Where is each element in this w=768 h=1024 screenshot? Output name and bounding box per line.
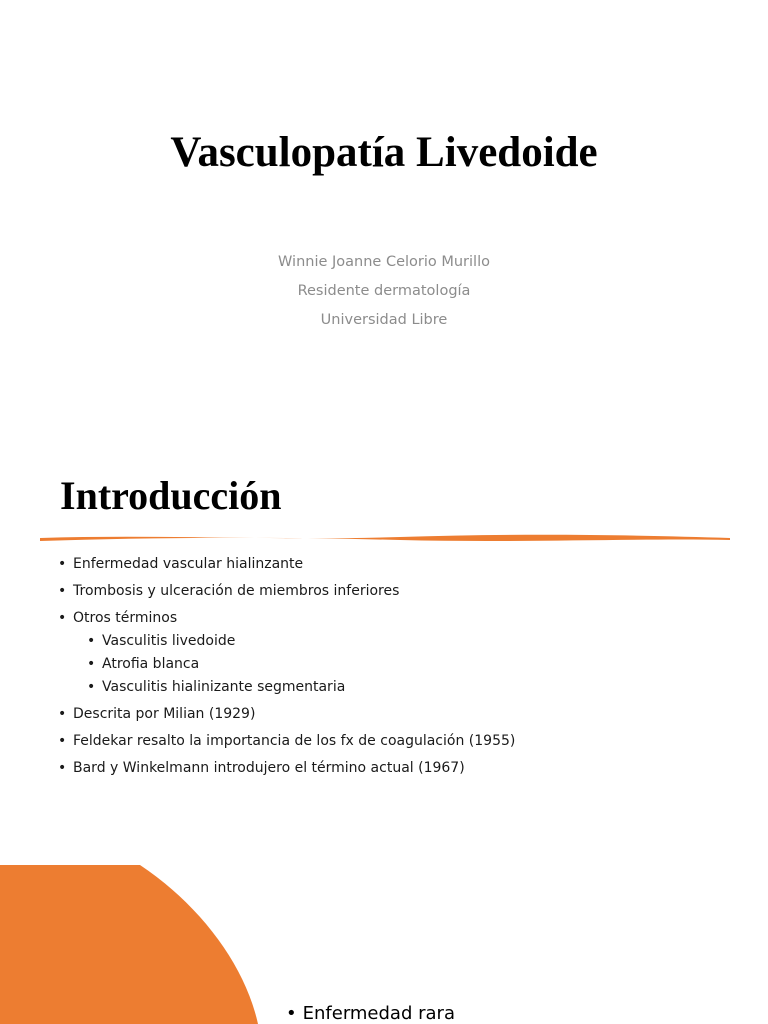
sub-bullet-item <box>58 656 748 679</box>
bullet-item <box>58 610 748 633</box>
bullet-text: Otros términos <box>73 610 178 626</box>
quarter-circle-shape <box>0 865 258 1024</box>
bullet-text: Enfermedad rara <box>302 1003 455 1024</box>
bullet-text: Vasculitis livedoide <box>102 633 236 649</box>
subtitle-block <box>0 248 768 335</box>
author-name: Winnie Joanne Celorio Murillo <box>278 254 490 270</box>
bullet-item <box>58 760 748 787</box>
bullet-icon: • <box>58 610 67 626</box>
slide-title: Introducción <box>60 473 282 518</box>
bullet-icon: • <box>87 679 96 695</box>
title-slide <box>0 0 768 440</box>
bullet-item <box>58 733 748 760</box>
bullet-icon: • <box>58 706 67 722</box>
bullet-icon: • <box>58 583 67 599</box>
bullet-item <box>58 583 748 610</box>
bullet-item <box>58 706 748 733</box>
bullet-icon: • <box>87 633 96 649</box>
bullet-text: Atrofia blanca <box>102 656 200 672</box>
sub-bullet-item <box>58 679 748 706</box>
bullet-text: Descrita por Milian (1929) <box>73 706 256 722</box>
bullet-text: Feldekar resalto la importancia de los fx de coagulación (1955) <box>73 733 516 749</box>
decorative-quarter-circle <box>0 865 280 1024</box>
bullet-icon: • <box>286 1003 297 1024</box>
underline-stroke <box>40 535 730 541</box>
author-role: Residente dermatología <box>297 283 471 299</box>
introduction-slide <box>0 440 768 865</box>
title-underline <box>40 532 730 544</box>
third-slide-partial <box>0 865 768 1024</box>
bullet-icon: • <box>87 656 96 672</box>
bullet-item <box>58 556 748 583</box>
bullet-icon: • <box>58 760 67 776</box>
bullet-icon: • <box>58 556 67 572</box>
bullet-list <box>58 556 748 787</box>
bullet-text: Enfermedad vascular hialinzante <box>73 556 304 572</box>
presentation-title: Vasculopatía Livedoide <box>170 129 598 176</box>
bullet-item <box>286 1003 455 1024</box>
sub-bullet-item <box>58 633 748 656</box>
bullet-text: Trombosis y ulceración de miembros inferiores <box>73 583 400 599</box>
author-institution: Universidad Libre <box>320 312 448 328</box>
bullet-text: Vasculitis hialinizante segmentaria <box>102 679 346 695</box>
bullet-text: Bard y Winkelmann introdujero el término actual (1967) <box>73 760 465 776</box>
bullet-icon: • <box>58 733 67 749</box>
